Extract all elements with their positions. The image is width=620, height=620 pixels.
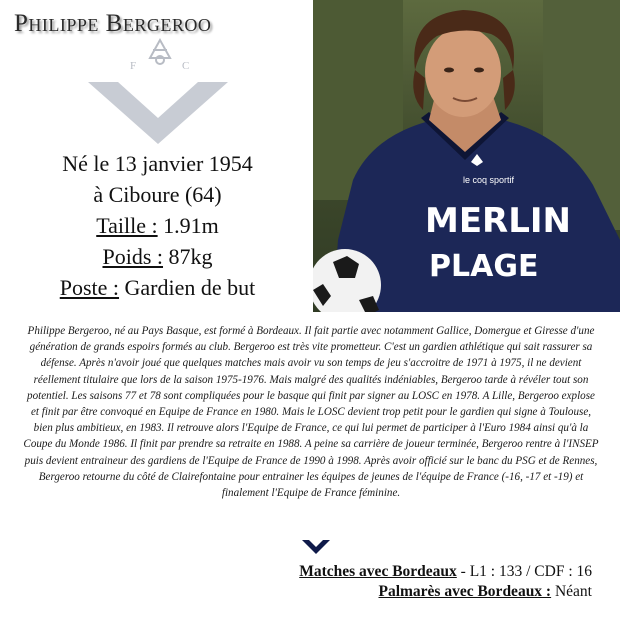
shirt-brand: le coq sportif — [463, 175, 515, 185]
honours-row — [299, 582, 592, 602]
shirt-sponsor-line2: PLAGE — [429, 249, 539, 284]
biography-text: Philippe Bergeroo, né au Pays Basque, est formé à Bordeaux. Il fait partie avec notamment Gallice, Domergue et Giresse d'une génération de grands espoirs formés au club. Bergeroo est très vite prometteur. C'est un gardien athlétique qui sait rassurer sa défense. Après n'avoir joué que quelques matches mais avoir vu son temps de jeu s'accroitre de 1971 à 1975, il ne devient réellement titulaire que lors de la saison 1975-1976. Mais malgré des qualités indéniables, Bergeroo tarde à révéler tout son potentiel. Les saisons 77 et 78 sont compliquées pour le basque qui finit par signer au LOSC en 1978. A Lille, Bergeroo explose et finit par être convoqué en Equipe de France en 1980. Mais le LOSC devient trop petit pour le gardien qui signe à Toulouse, bien plus ambitieux, en 1983. Il retrouve alors l'Equipe de France, ce qui lui permet de participer à l'Euro 1984 ainsi qu'à la Coupe du Monde 1986. Il finit par prendre sa retraite en 1988. A peine sa carrière de joueur terminée, Bergeroo rentre à l'INSEP puis devient entraineur des gardiens de l'Equipe de France de 1990 à 1998. Après avoir officié sur le banc du PSG et de Rennes, Bergeroo retourne du côté de Clairefontaine pour entrainer les équipes de jeunes de l'équipe de France (-16, -17 et -19) et finalement l'Equipe de France féminine. — [23, 325, 599, 500]
position-row — [20, 272, 295, 303]
player-facts — [20, 148, 295, 303]
weight-row — [20, 241, 295, 272]
club-logo-letter-c: C — [182, 60, 190, 72]
club-logo-letter-f: F — [130, 60, 137, 72]
club-logo — [120, 36, 200, 72]
weight-label: Poids : — [102, 244, 164, 269]
chevron-down-small-icon — [302, 540, 330, 554]
player-photo — [313, 0, 620, 312]
height-label: Taille : — [96, 213, 158, 238]
shirt-sponsor-line1: MERLIN — [425, 201, 572, 241]
position-label: Poste : — [59, 275, 120, 300]
bordeaux-stats — [299, 562, 592, 602]
chevron-down-icon — [88, 82, 228, 144]
weight-value: 87kg — [168, 244, 213, 269]
honours-label: Palmarès avec Bordeaux : — [378, 583, 552, 600]
honours-value: Néant — [551, 583, 592, 600]
player-name: Philippe Bergeroo — [14, 10, 212, 37]
birth-place: à Ciboure (64) — [93, 182, 222, 207]
matches-value: - L1 : 133 / CDF : 16 — [456, 563, 592, 580]
position-value: Gardien de but — [124, 275, 256, 300]
matches-label: Matches avec Bordeaux — [299, 563, 457, 580]
birth-date: Né le 13 janvier 1954 — [62, 151, 253, 176]
height-value: 1.91m — [163, 213, 219, 238]
matches-row — [299, 562, 592, 582]
height-row — [20, 210, 295, 241]
